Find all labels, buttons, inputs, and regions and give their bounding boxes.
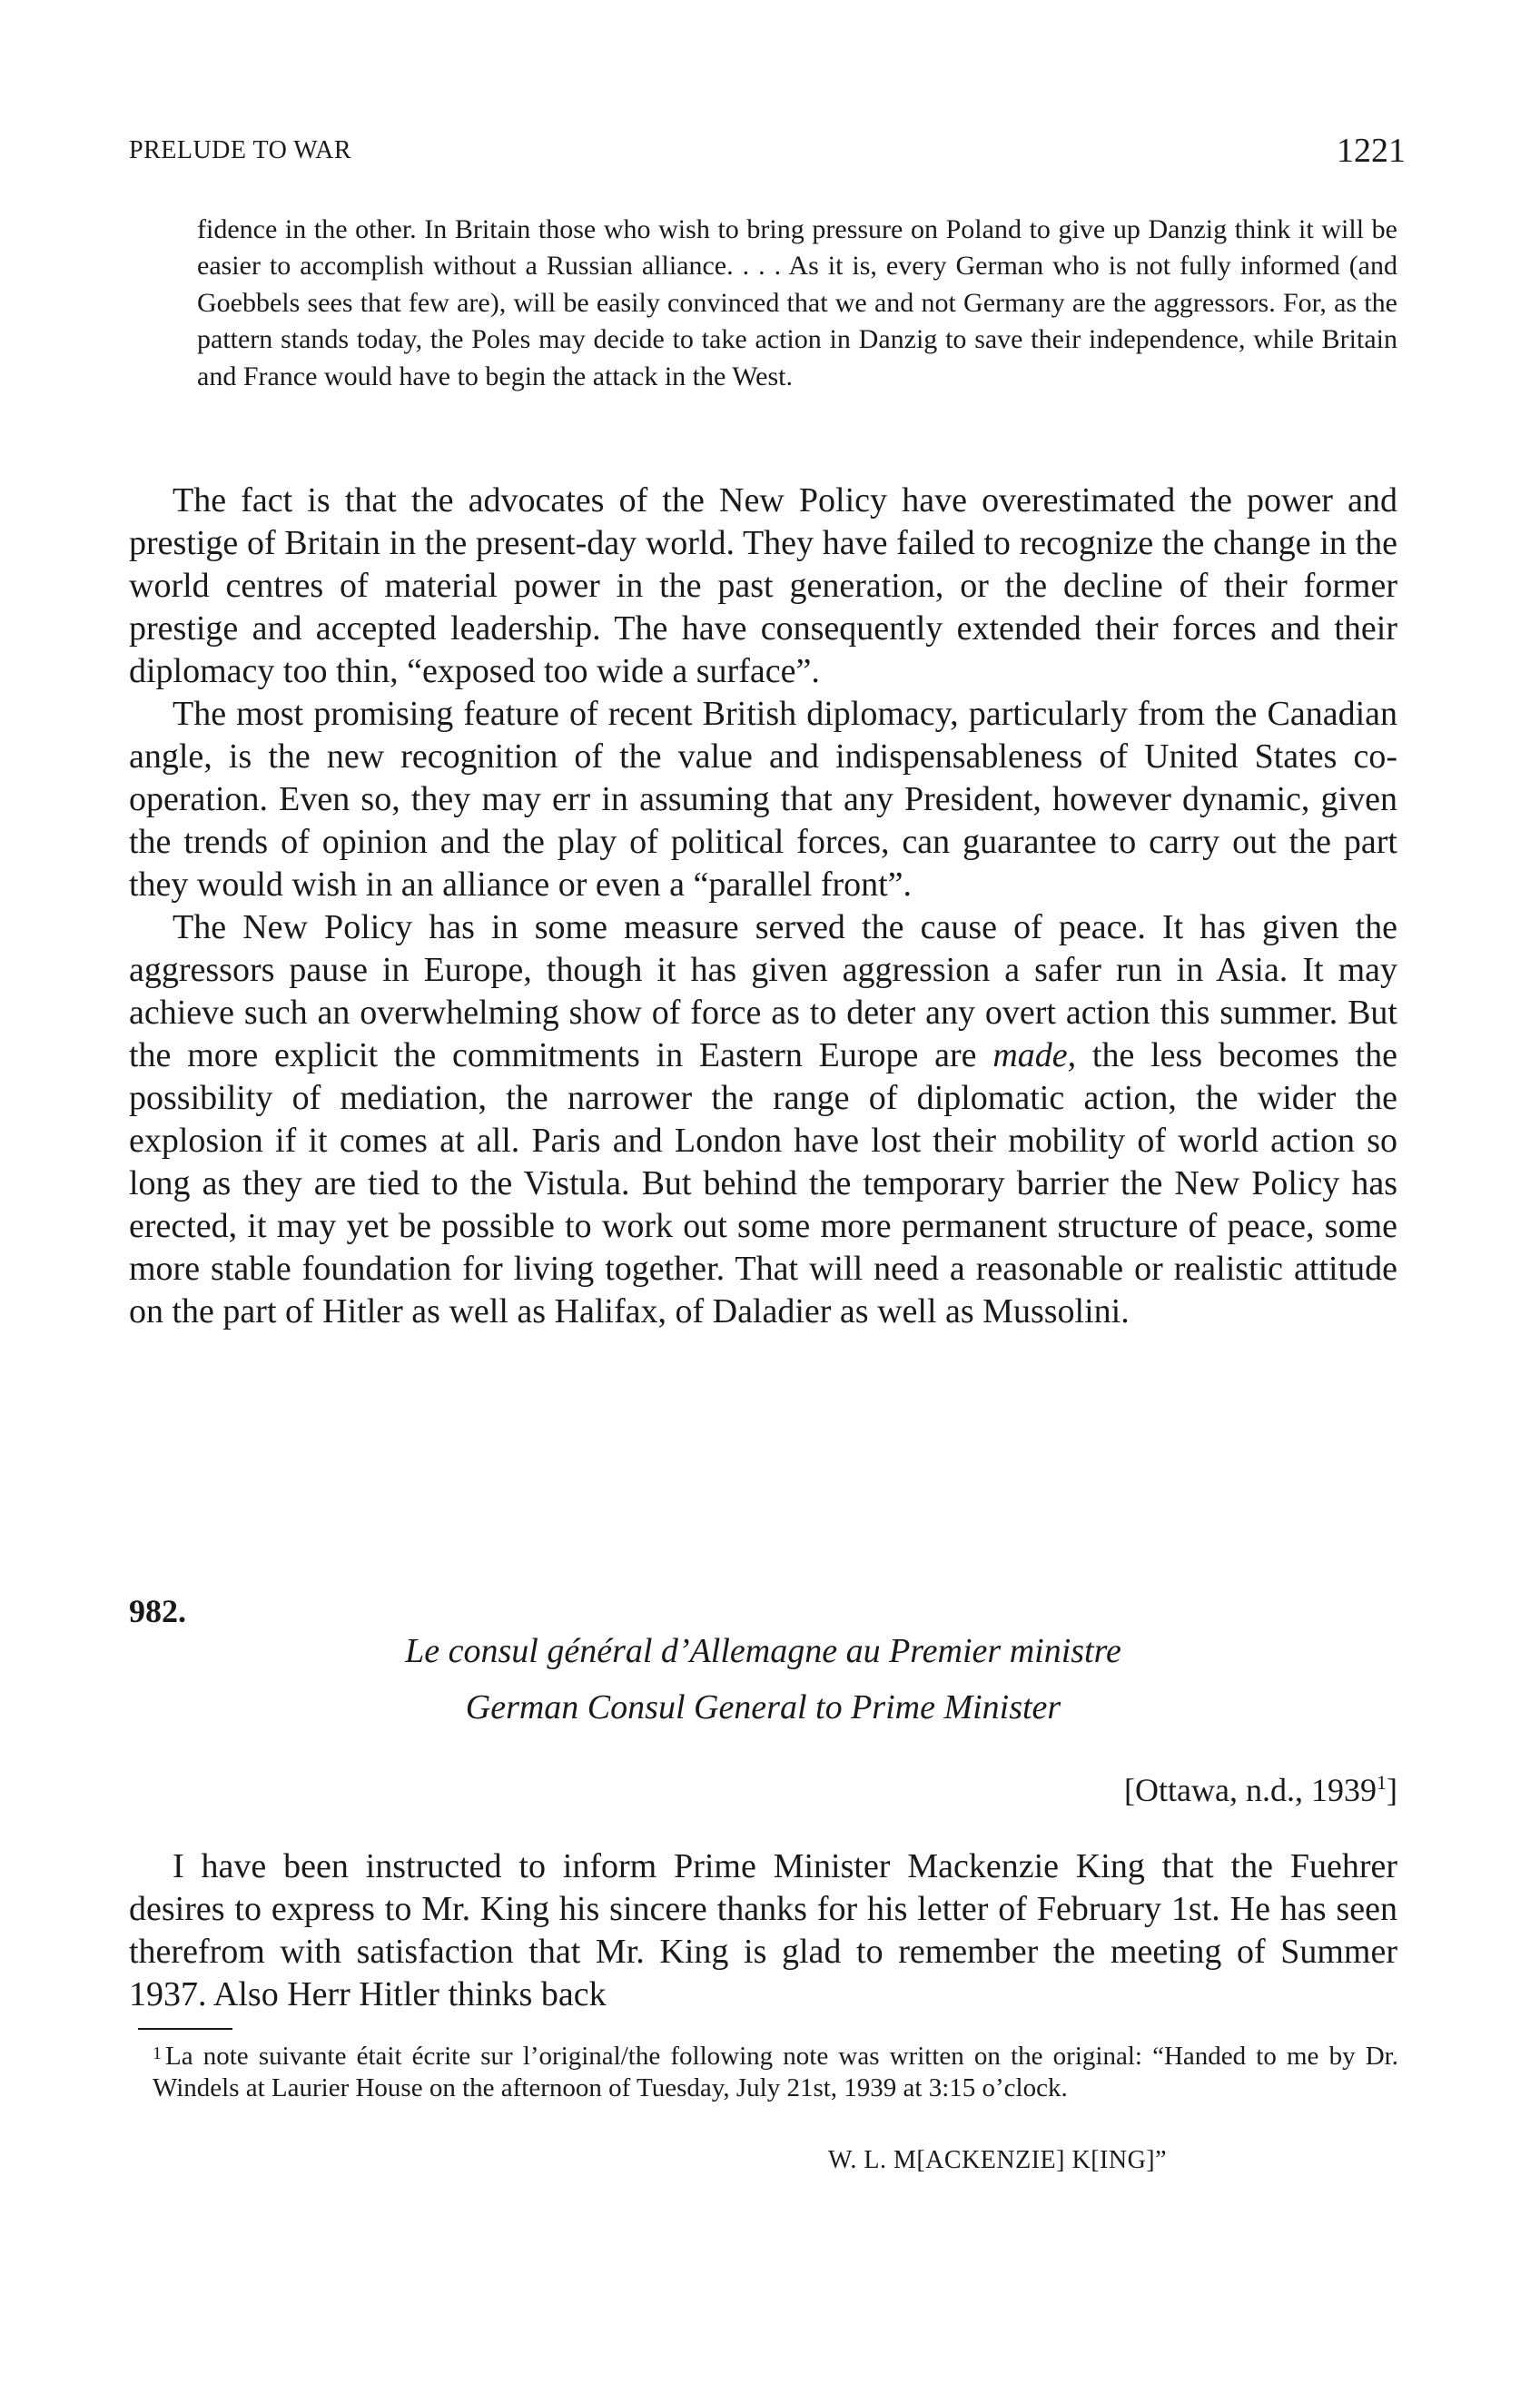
document-title-english: German Consul General to Prime Minister [465, 1688, 1061, 1726]
paragraph-1: The fact is that the advocates of the New Policy have overestimated the power and prestige of Britain in the present-day world. They have failed to recognize the change in the world centres of material power in the past generation, or the decline of their former prestige and accepted leadership. The have consequently extended their forces and their diplomacy too thin, “exposed too wide a surface”. [129, 481, 1397, 690]
block-quote: fidence in the other. In Britain those who wish to bring pressure on Poland to give up Danzig think it will be easier to accomplish without a Russian alliance. . . . As it is, every German who is not fully informed (and Goebbels sees that few are), will be easily convinced that we and not Germany are the aggressors. For, as the pattern stands today, the Poles may decide to take action in Danzig to save their independence, while Britain and France would have to begin the attack in the West. [197, 214, 1397, 391]
footnote-mark: 1 [153, 2043, 162, 2063]
paragraph-3-text-b: the less becomes the possibility of mediation, the narrower the range of diplomatic action, the wider the explosion if it comes at all. Paris and London have lost their mobility of world action so long as they are tied to the Vistula. But behind the temporary barrier the New Policy has erected, it may yet be possible to work out some more permanent structure of peace, some more stable foundation for living together. That will need a reasonable or realistic attitude on the part of Hitler as well as Halifax, of Daladier as well as Mussolini. [129, 1036, 1397, 1330]
page-number: 1221 [1337, 132, 1406, 170]
page-header [129, 132, 1406, 182]
footnote [153, 2038, 1398, 2104]
footnote-rule [138, 2028, 232, 2030]
body-text [129, 480, 1397, 1333]
letter-text: I have been instructed to inform Prime Minister Mackenzie King that the Fuehrer desires to express to Mr. King his sincere thanks for his letter of February 1st. He has seen therefrom with satisfaction that Mr. King is glad to remember the meeting of Summer 1937. Also Herr Hitler thinks back [129, 1847, 1397, 2013]
footnote-text: La note suivante était écrite sur l’original/the following note was written on the original: “Handed to me by Dr. Windels at Laurier House on the afternoon of Tuesday, July 21st, 1939 at 3:15 o’clock. [153, 2042, 1398, 2102]
emphasis-made: made, [992, 1036, 1077, 1074]
paragraph-2: The most promising feature of recent British diplomacy, particularly from the Canadian angle, is the new recognition of the value and indispensableness of United States co-operation. Even so, they may err in assuming that any President, however dynamic, given the trends of opinion and the play of political forces, can guarantee to carry out the part they would wish in an alliance or even a “parallel front”. [129, 695, 1397, 904]
paragraph-3 [129, 906, 1397, 1333]
document-title-french: Le consul général d’Allemagne au Premier ministre [405, 1632, 1121, 1670]
dateline-footnote-ref: 1 [1377, 1771, 1387, 1794]
dateline-text: [Ottawa, n.d., 1939 [1124, 1772, 1377, 1808]
running-head: PRELUDE TO WAR [129, 136, 352, 164]
footnote-signature: W. L. M[ACKENZIE] K[ING]” [828, 2146, 1168, 2174]
dateline-close: ] [1387, 1772, 1397, 1808]
document-number: 982. [129, 1593, 186, 1629]
paragraph-3-text-a: The New Policy has in some measure served the cause of peace. It has given the aggressors pause in Europe, though it has given aggression a safer run in Asia. It may achieve such an overwhelming show of force as to deter any overt action this summer. But the more explicit the commitments in Eastern Europe are [129, 908, 1397, 1074]
dateline [1124, 1771, 1397, 1809]
